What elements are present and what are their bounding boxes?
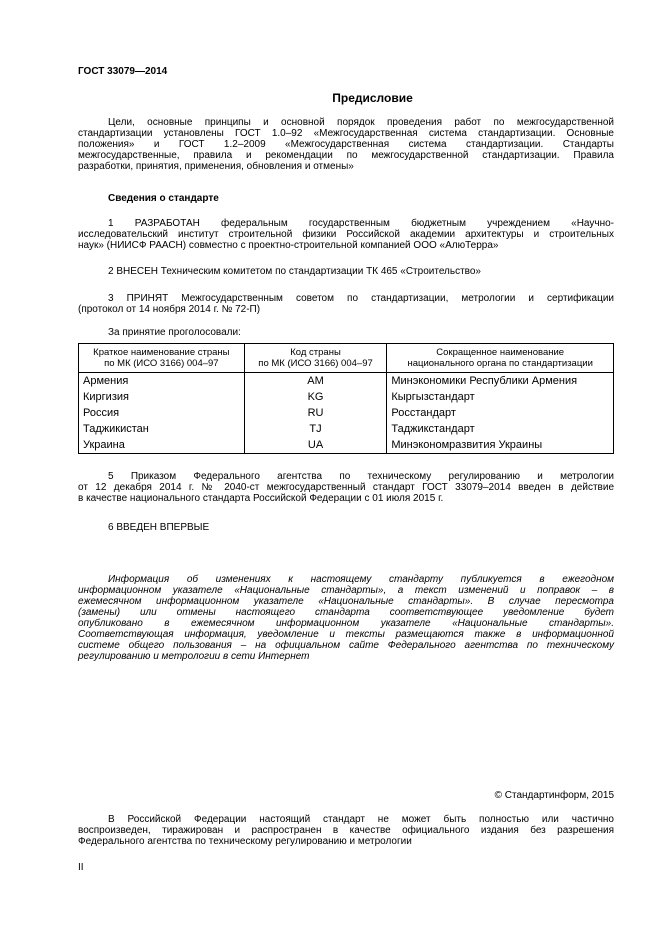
text-line: 5 Приказом Федерального агентства по техническому регулированию и метрологии <box>108 471 614 482</box>
table-row <box>79 421 614 437</box>
country-cell: Украина <box>79 437 245 454</box>
text-line: межгосударственные, правила и рекомендации по межгосударственной стандартизации. Правила <box>78 150 614 161</box>
code-cell: UA <box>244 437 387 454</box>
text-line: Федерального агентства по техническому регулированию и метрологии <box>78 836 412 847</box>
text-line: информационном указателе «Национальные стандарты», а текст изменений и поправок – в <box>78 585 614 596</box>
country-cell: Таджикистан <box>79 421 245 437</box>
page-number: II <box>78 862 84 873</box>
text-line: Цели, основные принципы и основной порядок проведения работ по межгосударственной <box>108 117 614 128</box>
copyright-notice: © Стандартинформ, 2015 <box>494 790 614 801</box>
country-cell: Россия <box>79 405 245 421</box>
column-header-country: Краткое наименование страны по МК (ИСО 3166) 004–97 <box>79 344 245 373</box>
country-cell: Армения <box>79 373 245 390</box>
text-line: положения» и ГОСТ 1.2–2009 «Межгосударственная система стандартизации. Стандарты <box>78 139 614 150</box>
text-line: Соответствующая информация, уведомление и тексты размещаются также в информационной <box>78 629 614 640</box>
vote-table <box>78 343 614 454</box>
country-cell: Киргизия <box>79 389 245 405</box>
code-cell: KG <box>244 389 387 405</box>
code-cell: RU <box>244 405 387 421</box>
text-line: (протокол от 14 ноября 2014 г. № 72-П) <box>78 304 261 315</box>
table-row <box>79 373 614 390</box>
text-line: от 12 декабря 2014 г. № 2040-ст межгосударственный стандарт ГОСТ 33079–2014 введен в действие <box>78 482 614 493</box>
text-line: Информация об изменениях к настоящему стандарту публикуется в ежегодном <box>108 574 614 585</box>
text-line: системе общего пользования – на официальном сайте Федерального агентства по техническому <box>78 640 614 651</box>
item-introduced: 6 ВВЕДЕН ВПЕРВЫЕ <box>108 522 210 533</box>
column-header-body: Сокращенное наименование национального органа по стандартизации <box>387 344 614 373</box>
text-line: разработки, принятия, применения, обновления и отмены» <box>78 161 354 172</box>
text-line: (замены) или отмены настоящего стандарта соответствующее уведомление будет <box>78 607 614 618</box>
table-row <box>79 389 614 405</box>
vote-caption: За принятие проголосовали: <box>108 327 241 338</box>
code-cell: AM <box>244 373 387 390</box>
text-line: стандартизации установлены ГОСТ 1.0–92 «Межгосударственная система стандартизации. Основные <box>78 128 614 139</box>
body-cell: Кыргызстандарт <box>387 389 614 405</box>
document-id: ГОСТ 33079—2014 <box>78 66 168 77</box>
body-cell: Росстандарт <box>387 405 614 421</box>
page-title: Предисловие <box>332 91 413 105</box>
text-line: исследовательский институт строительной физики Российской академии архитектуры и строительных <box>78 229 614 240</box>
item-submitted: 2 ВНЕСЕН Техническим комитетом по стандартизации ТК 465 «Строительство» <box>108 266 481 277</box>
text-line: ежемесячном информационном указателе «Национальные стандарты». В случае пересмотра <box>78 596 614 607</box>
text-line: в качестве национального стандарта Российской Федерации с 01 июля 2015 г. <box>78 493 444 504</box>
text-line: воспроизведен, тиражирован и распространен в качестве официального издания без разрешения <box>78 825 614 836</box>
section-heading: Сведения о стандарте <box>108 193 219 204</box>
text-line: опубликовано в ежемесячном информационном указателе «Национальные стандарты». <box>78 618 614 629</box>
body-cell: Таджикстандарт <box>387 421 614 437</box>
code-cell: TJ <box>244 421 387 437</box>
body-cell: Минэкономики Республики Армения <box>387 373 614 390</box>
body-cell: Минэкономразвития Украины <box>387 437 614 454</box>
text-line: регулированию и метрологии в сети Интернет <box>78 651 310 662</box>
table-header-row <box>79 344 614 373</box>
text-line: наук» (НИИСФ РААСН) совместно с проектно-строительной компанией ООО «АлюТерра» <box>78 240 499 251</box>
table-row <box>79 405 614 421</box>
text-line: 3 ПРИНЯТ Межгосударственным советом по стандартизации, метрологии и сертификации <box>108 293 614 304</box>
table-row <box>79 437 614 454</box>
text-line: В Российской Федерации настоящий стандарт не может быть полностью или частично <box>108 814 614 825</box>
column-header-code: Код страны по МК (ИСО 3166) 004–97 <box>244 344 387 373</box>
text-line: 1 РАЗРАБОТАН федеральным государственным бюджетным учреждением «Научно- <box>108 218 614 229</box>
